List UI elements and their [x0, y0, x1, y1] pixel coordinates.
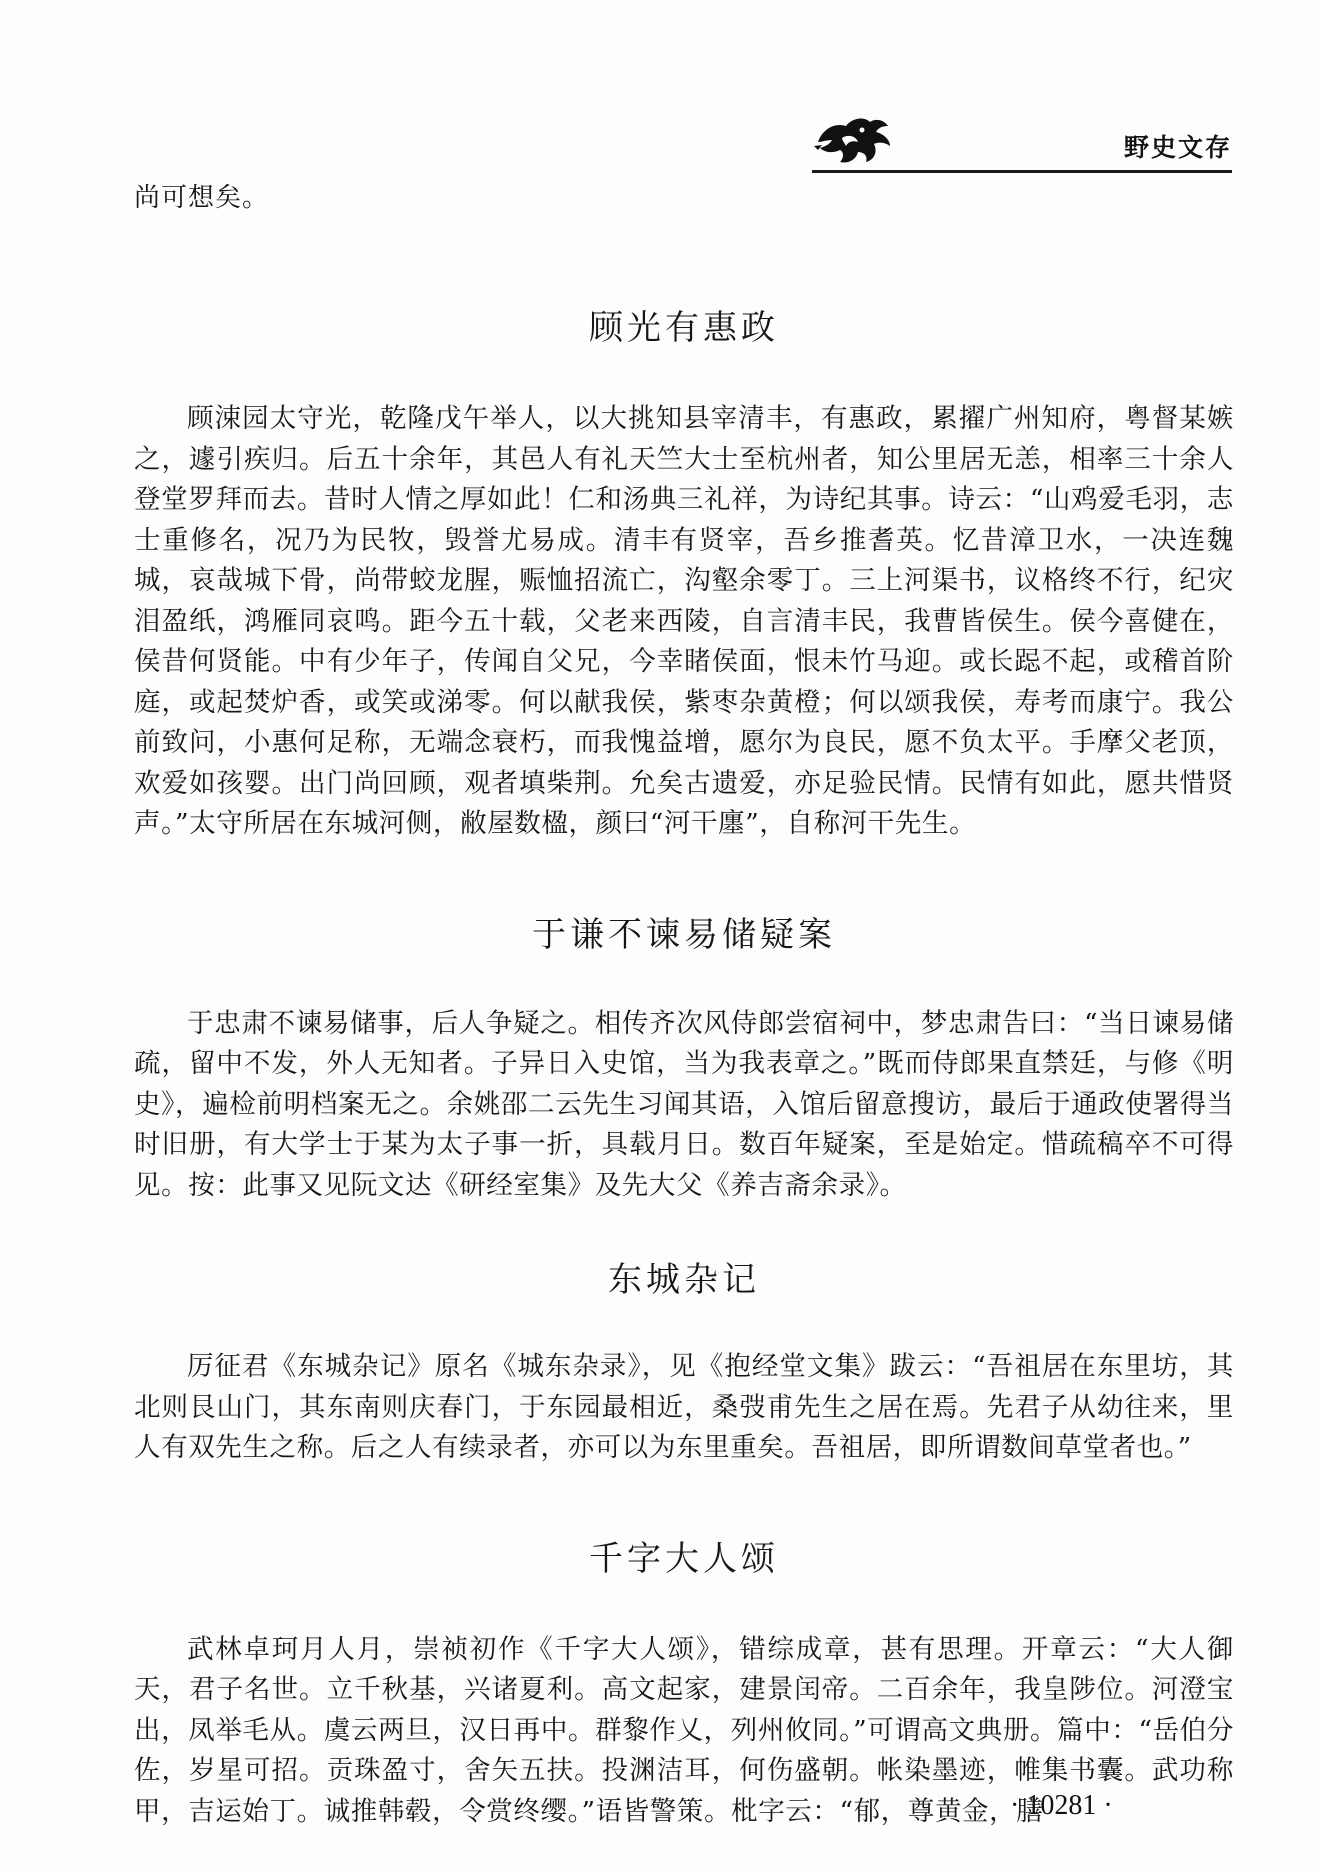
section-body: 武林卓珂月人月，崇祯初作《千字大人颂》，错综成章，甚有思理。开章云：“大人御天，君子名世。立千秋基，兴诸夏利。高文起家，建景闰帝。二百余年，我皇陟位。河澄宝出，凤举毛从。虞云两旦，汉日再中。群黎作乂，列州攸同。”可谓高文典册。篇中：“岳伯分佐，岁星可招。贡珠盈寸，舍矢五扶。投渊洁耳，何伤盛朝。帐染墨迹，帷集书囊。武功称甲，吉运始丁。诚推韩毂，令赏终缨。”语皆警策。枇字云：“郁，尊黄金，膳 — [134, 1633, 1234, 1827]
page-number: · 10281 · — [1010, 1790, 1113, 1821]
section-body: 厉征君《东城杂记》原名《城东杂录》，见《抱经堂文集》跋云：“吾祖居在东里坊，其北则艮山门，其东南则庆春门，于东园最相近，桑弢甫先生之居在焉。先君子从幼往来，里人有双先生之称。后之人有续录者，亦可以为东里重矣。吾祖居，即所谓数间草堂者也。” — [134, 1351, 1234, 1463]
section-body: 顾涑园太守光，乾隆戊午举人，以大挑知县宰清丰，有惠政，累擢广州知府，粤督某嫉之，遽引疾归。后五十余年，其邑人有礼天竺大士至杭州者，知公里居无恙，相率三十余人登堂罗拜而去。昔时人情之厚如此！仁和汤典三礼祥，为诗纪其事。诗云：“山鸡爱毛羽，志士重修名，况乃为民牧，毁誉尤易成。清丰有贤宰，吾乡推耆英。忆昔漳卫水，一决连魏城，哀哉城下骨，尚带蛟龙腥，赈恤招流亡，沟壑余零丁。三上河渠书，议格终不行，纪灾泪盈纸，鸿雁同哀鸣。距今五十载，父老来西陵，自言清丰民，我曹皆侯生。侯今喜健在，侯昔何贤能。中有少年子，传闻自父兄，今幸睹侯面，恨未竹马迎。或长跽不起，或稽首阶庭，或起焚炉香，或笑或涕零。何以献我侯，紫枣杂黄橙；何以颂我侯，寿考而康宁。我公前致问，小惠何足称，无端念衰朽，而我愧益增，愿尔为良民，愿不负太平。手摩父老顶，欢爱如孩婴。出门尚回顾，观者填柴荆。允矣古遗爱，亦足验民情。民情有如此，愿共惜贤声。”太守所居在东城河侧，敝屋数楹，颜曰“河干廛”，自称河干先生。 — [134, 403, 1234, 839]
section-body: 于忠肃不谏易储事，后人争疑之。相传齐次风侍郎尝宿祠中，梦忠肃告曰：“当日谏易储疏，留中不发，外人无知者。子异日入史馆，当为我表章之。”既而侍郎果直禁廷，与修《明史》，遍检前明档案无之。余姚邵二云先生习闻其语，入馆后留意搜访，最后于通政使署得当时旧册，有大学士于某为太子事一折，具载月日。数百年疑案，至是始定。惜疏稿卒不可得见。按：此事又见阮文达《研经室集》及先大父《养吉斋余录》。 — [134, 1007, 1234, 1201]
dragon-emblem-icon — [812, 112, 896, 168]
section-title: 于谦不谏易储疑案 — [532, 914, 836, 955]
running-header — [812, 108, 1232, 170]
section-title: 顾光有惠政 — [589, 308, 779, 348]
section-title: 东城杂记 — [608, 1260, 760, 1300]
continuation-text: 尚可想矣。 — [134, 183, 270, 213]
page-content — [134, 178, 1234, 1832]
header-rule — [812, 170, 1232, 173]
series-title: 野史文存 — [1123, 133, 1232, 162]
section-title: 千字大人颂 — [589, 1538, 779, 1579]
